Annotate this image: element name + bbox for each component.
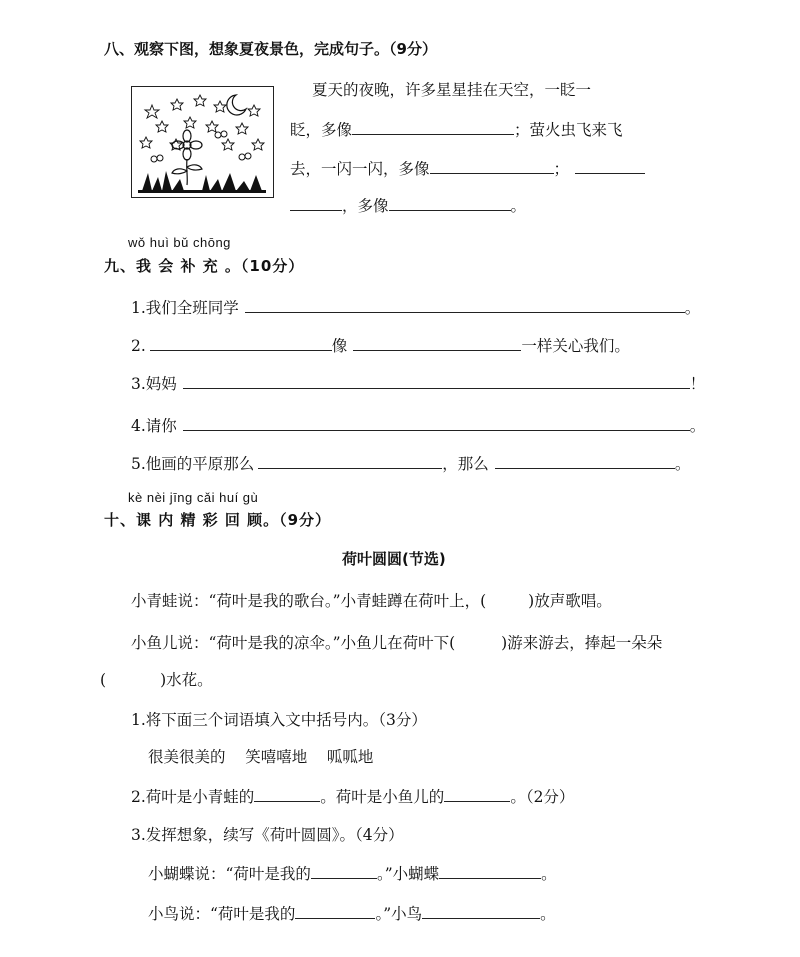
s9-q5 xyxy=(131,452,690,474)
blank-s9-5b[interactable] xyxy=(495,454,675,469)
section-9-heading: 九、我 会 补 充 。（10分） xyxy=(104,257,305,275)
s10-q2 xyxy=(131,785,574,807)
s9-q1 xyxy=(131,296,700,318)
s8-line2-text-b: ；萤火虫飞来飞 xyxy=(514,121,623,139)
passage-title: 荷叶圆圆(节选) xyxy=(342,550,446,568)
blank-s9-5a[interactable] xyxy=(258,454,442,469)
summer-night-illustration xyxy=(131,86,274,198)
s9-q3-text-b: ！ xyxy=(689,375,706,393)
blank-s9-2a[interactable] xyxy=(150,336,332,351)
blank-s9-1[interactable] xyxy=(245,298,685,313)
s9-q2-text-a: 2. xyxy=(131,337,146,355)
blank-s10-3d[interactable] xyxy=(422,904,540,919)
s10-q3-line2 xyxy=(148,902,556,924)
moon-icon xyxy=(227,95,246,115)
s10-q3-line1 xyxy=(148,862,557,884)
blank-s8-3[interactable] xyxy=(575,159,645,174)
s9-q3 xyxy=(131,372,705,394)
s10-q2-text-c: 。（2分） xyxy=(510,788,575,806)
blank-s8-4[interactable] xyxy=(290,196,342,211)
s10-p3-text-a: ( xyxy=(100,671,107,689)
s10-passage-line3 xyxy=(100,668,213,690)
s10-q3-l2-text-c: 。 xyxy=(540,905,556,923)
blank-s9-2b[interactable] xyxy=(353,336,521,351)
s8-line3 xyxy=(290,157,645,179)
s9-q4-text-a: 4.请你 xyxy=(131,417,177,435)
s10-pinyin: kè nèi jīng cǎi huí gù xyxy=(128,490,259,505)
s10-passage-line2 xyxy=(131,631,662,653)
stars-group xyxy=(140,95,264,150)
blank-s10-2a[interactable] xyxy=(254,787,320,802)
s9-q2 xyxy=(131,334,630,356)
s8-line3-text-b: ； xyxy=(553,160,570,178)
s10-q2-text-a: 2.荷叶是小青蛙的 xyxy=(131,788,255,806)
s10-p1-text-b: )放声歌唱。 xyxy=(528,592,612,610)
s10-q2-text-b: 。荷叶是小鱼儿的 xyxy=(320,788,445,806)
s10-q3: 3.发挥想象，续写《荷叶圆圆》。（4分） xyxy=(131,826,404,844)
s9-q3-text-a: 3.妈妈 xyxy=(131,375,177,393)
blank-s10-3c[interactable] xyxy=(295,904,375,919)
s9-pinyin: wǒ huì bǔ chōng xyxy=(128,235,231,250)
section-8-heading: 八、观察下图，想象夏夜景色，完成句子。（9分） xyxy=(104,40,437,58)
s9-q4 xyxy=(131,414,705,436)
s8-line4-text-b: 。 xyxy=(510,197,527,215)
s10-p2-text-a: 小鱼儿说：“荷叶是我的凉伞。”小鱼儿在荷叶下( xyxy=(131,634,456,652)
s8-line4-text-a: ，多像 xyxy=(342,197,389,215)
s8-line2 xyxy=(290,118,623,140)
s9-q5-text-c: 。 xyxy=(674,455,691,473)
s10-p3-text-b: )水花。 xyxy=(160,671,213,689)
s9-q1-text-a: 1.我们全班同学 xyxy=(131,299,239,317)
s10-p2-text-b: )游来游去，捧起一朵朵 xyxy=(501,634,663,652)
blank-s8-2[interactable] xyxy=(430,159,554,174)
s10-q3-l2-text-b: 。”小鸟 xyxy=(375,905,423,923)
s10-q3-l1-text-b: 。”小蝴蝶 xyxy=(376,865,440,883)
s10-word-bank: 很美很美的 笑嘻嘻地 呱呱地 xyxy=(148,748,374,766)
blank-s8-1[interactable] xyxy=(352,120,514,135)
section-10-heading: 十、课 内 精 彩 回 顾。（9分） xyxy=(104,511,332,529)
s8-line3-text-a: 去，一闪一闪，多像 xyxy=(290,160,430,178)
blank-s9-4[interactable] xyxy=(183,416,690,431)
flower-icon xyxy=(172,130,202,185)
s10-q3-l2-text-a: 小鸟说：“荷叶是我的 xyxy=(148,905,296,923)
s9-q2-text-c: 一样关心我们。 xyxy=(521,337,630,355)
blank-s10-3b[interactable] xyxy=(439,864,541,879)
s9-q2-text-b: 像 xyxy=(331,337,348,355)
s9-q1-text-b: 。 xyxy=(684,299,701,317)
s9-q5-text-b: ，那么 xyxy=(442,455,489,473)
s10-p1-text-a: 小青蛙说：“荷叶是我的歌台。”小青蛙蹲在荷叶上，( xyxy=(131,592,487,610)
s8-line4 xyxy=(290,194,526,216)
s10-passage-line1 xyxy=(131,589,612,611)
blank-s10-3a[interactable] xyxy=(311,864,377,879)
summer-night-drawing xyxy=(132,87,273,197)
s8-line2-text-a: 眨，多像 xyxy=(290,121,353,139)
s10-q3-l1-text-a: 小蝴蝶说：“荷叶是我的 xyxy=(148,865,311,883)
s9-q5-text-a: 5.他画的平原那么 xyxy=(131,455,255,473)
blank-s9-3[interactable] xyxy=(183,374,690,389)
blank-s10-2b[interactable] xyxy=(444,787,510,802)
s8-line1: 夏天的夜晚，许多星星挂在天空，一眨一 xyxy=(312,81,592,99)
blank-s8-5[interactable] xyxy=(389,196,511,211)
s10-q1: 1.将下面三个词语填入文中括号内。（3分） xyxy=(131,711,427,729)
grass-icon xyxy=(142,171,262,191)
s9-q4-text-b: 。 xyxy=(689,417,706,435)
s10-q3-l1-text-c: 。 xyxy=(541,865,557,883)
